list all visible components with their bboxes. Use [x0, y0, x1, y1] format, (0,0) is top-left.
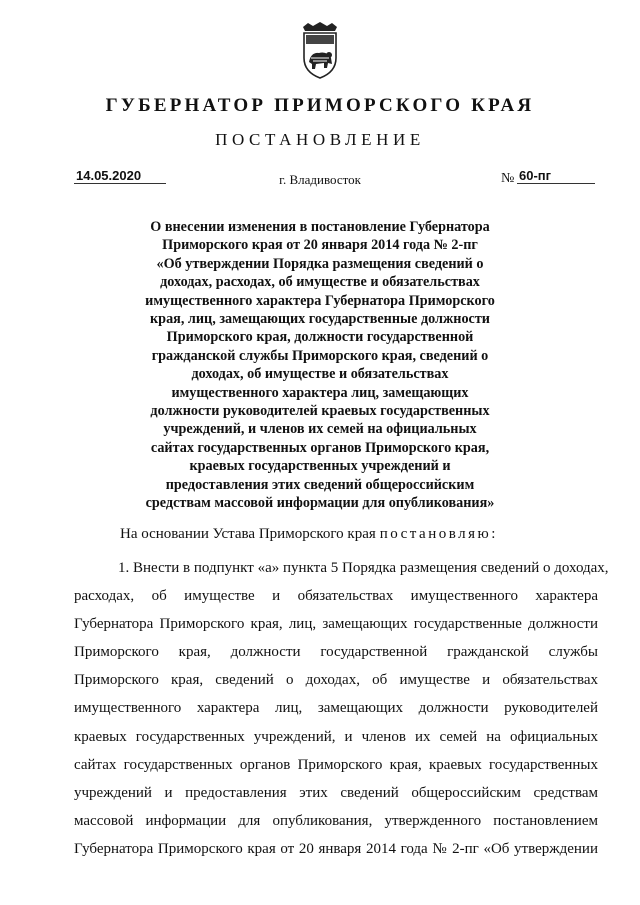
body-line: Приморского края, сведений о доходах, об имуществе и обязательствах: [74, 672, 598, 689]
title-line: имущественного характера лиц, замещающих: [171, 384, 469, 401]
title-line: Приморского края, должности государственной: [166, 329, 474, 346]
title-line: краевых государственных учреждений и: [189, 458, 451, 475]
body-line: имущественного характера лиц, замещающих должности руководителей: [74, 700, 598, 717]
body-line: массовой информации для опубликования, утвержденного постановлением: [74, 812, 598, 829]
title-line: гражданской службы Приморского края, сведений о: [151, 347, 489, 364]
title-line: «Об утверждении Порядка размещения сведений о: [156, 255, 484, 272]
number-sign: №: [501, 171, 515, 186]
body-line: учреждений и предоставления этих сведений общероссийским средствам: [74, 784, 598, 801]
title-line: средствам массовой информации для опубликования»: [145, 495, 495, 512]
number-underline: [517, 183, 595, 184]
body-line: Губернатора Приморского края, лиц, замещающих государственные должности: [74, 616, 598, 633]
document-title: [140, 218, 500, 513]
body-paragraph: [74, 554, 609, 863]
preamble-keyword: постановляю:: [379, 526, 498, 542]
title-line: имущественного характера Губернатора Приморского: [145, 292, 495, 309]
title-line: доходах, расходах, об имуществе и обязательствах: [160, 274, 480, 291]
coat-of-arms-icon: [299, 22, 341, 80]
body-line: Приморского края, должности государственной гражданской службы: [74, 644, 598, 661]
preamble-basis: На основании Устава Приморского края: [120, 526, 376, 542]
title-line: О внесении изменения в постановление Губернатора: [150, 219, 490, 235]
title-line: предоставления этих сведений общероссийским: [165, 476, 475, 493]
document-meta: [0, 168, 640, 194]
title-line: учреждений, и членов их семей на официальных: [163, 421, 477, 438]
preamble-text: [120, 524, 498, 544]
title-line: доходах, об имуществе и обязательствах: [191, 366, 449, 383]
body-line: Губернатора Приморского края от 20 января 2014 года № 2-пг «Об утверждении: [74, 840, 598, 857]
document-number: 60-пг: [519, 168, 552, 183]
body-line: расходах, об имуществе и обязательствах имущественного характера: [74, 588, 598, 605]
title-line: края, лиц, замещающих государственные должности: [150, 311, 490, 328]
body-line: сайтах государственных органов Приморского края, краевых государственных: [74, 756, 598, 773]
body-line: краевых государственных учреждений, и членов их семей на официальных: [74, 728, 598, 745]
document-date: 14.05.2020: [76, 168, 142, 183]
title-line: должности руководителей краевых государственных: [150, 403, 490, 420]
issuing-authority: ГУБЕРНАТОР ПРИМОРСКОГО КРАЯ: [105, 95, 535, 116]
title-line: сайтах государственных органов Приморского края,: [150, 439, 490, 456]
title-line: Приморского края от 20 января 2014 года № 2-пг: [162, 237, 478, 254]
body-line: 1. Внести в подпункт «а» пункта 5 Порядка размещения сведений о доходах,: [118, 560, 609, 576]
document-type: ПОСТАНОВЛЕНИЕ: [215, 130, 425, 149]
document-place: г. Владивосток: [279, 172, 361, 187]
